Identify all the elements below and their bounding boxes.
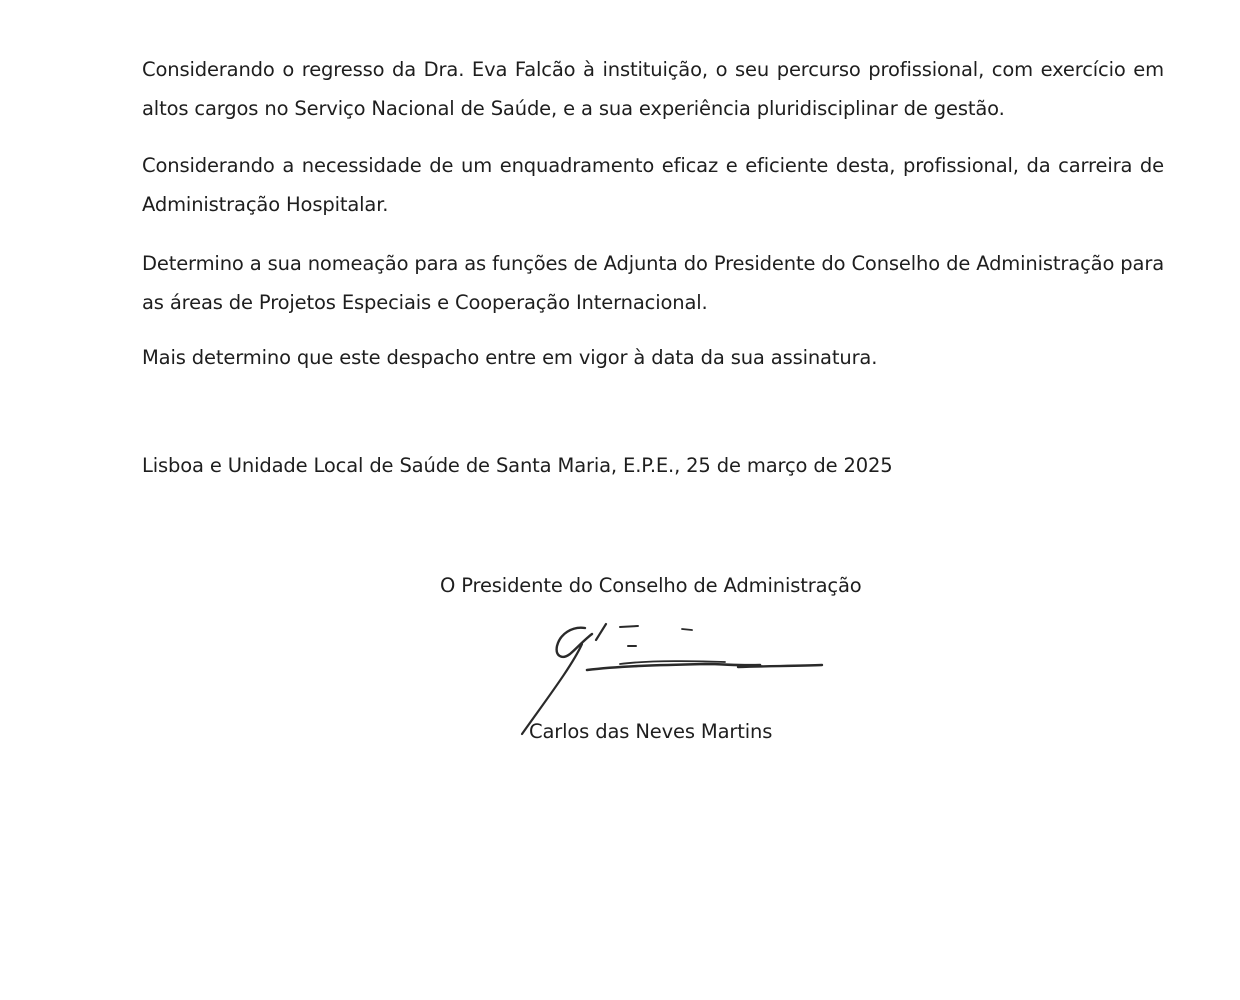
signer-title: O Presidente do Conselho de Administração	[440, 574, 862, 597]
paragraph-nomeacao: Determino a sua nomeação para as funções de Adjunta do Presidente do Conselho de Administração para as áreas de Projetos Especiais e Cooperação Internacional.	[142, 252, 1164, 314]
paragraph-vigor: Mais determino que este despacho entre em vigor à data da sua assinatura.	[142, 346, 878, 369]
paragraph-regresso: Considerando o regresso da Dra. Eva Falcão à instituição, o seu percurso profissional, com exercício em altos cargos no Serviço Nacional de Saúde, e a sua experiência pluridisciplinar de gestão.	[142, 58, 1164, 120]
signer-name: Carlos das Neves Martins	[529, 720, 773, 743]
paragraph-enquadramento: Considerando a necessidade de um enquadramento eficaz e eficiente desta, profissional, da carreira de Administração Hospitalar.	[142, 154, 1164, 216]
place-and-date: Lisboa e Unidade Local de Saúde de Santa Maria, E.P.E., 25 de março de 2025	[142, 454, 893, 477]
